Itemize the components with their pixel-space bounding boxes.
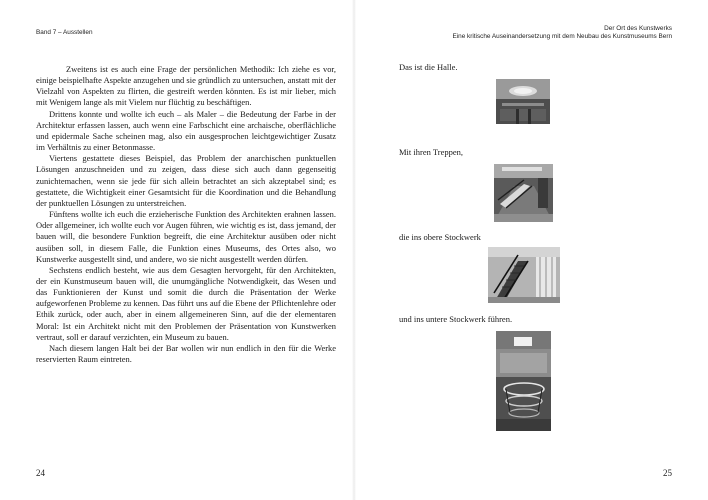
photo-stairs-lower-floor xyxy=(496,331,551,431)
paragraph-second-point: Zweitens ist es auch eine Frage der persönlichen Methodik: Ich ziehe es vor, einige beispielhafte Aspekte anzugehen und sie gründlich zu untersuchen, anstatt mit der Vielzahl von Aspekten zu flirten, die gestreift werden könnten. Es ist mir lieber, mich mit Wenigem lange als mit Vielem nur flüchtig zu beschäftigen. xyxy=(36,64,336,108)
caption-hall: Das ist die Halle. xyxy=(399,62,458,72)
running-head-title: Der Ort des Kunstwerks xyxy=(604,25,672,32)
paragraph-closing: Nach diesem langen Halt bei der Bar wollen wir nun endlich in den für die Werke reservierten Raum eintreten. xyxy=(36,342,336,365)
running-head-subtitle: Eine kritische Auseinandersetzung mit dem Neubau des Kunstmuseums Bern xyxy=(452,33,672,40)
caption-stairs: Mit ihren Treppen, xyxy=(399,147,463,157)
photo-hall-ceiling xyxy=(496,79,550,124)
caption-lower-floor: und ins untere Stockwerk führen. xyxy=(399,314,513,324)
caption-upper-floor: die ins obere Stockwerk xyxy=(399,232,481,242)
paragraph-fourth-point: Viertens gestattete dieses Beispiel, das Problem der anarchischen punktuellen Lösungen anzuschneiden und zu zeigen, dass diese sich auch dann gegenseitig zunichtemachen, wenn sie jede für sich allein betrachtet an sich akzeptabel sind; es gestattete, die Wichtigkeit einer Gesamtsicht für die Koordination und die Behandlung der punktuellen Lösungen zu unterstreichen. xyxy=(36,153,336,208)
paragraph-sixth-point: Sechstens endlich besteht, wie aus dem Gesagten hervorgeht, für den Architekten, der ein Kunstmuseum bauen will, die unumgängliche Notwendigkeit, das Wesen und das Funktionieren der Kunst und somit die durch die Präsentation der Werke aufgeworfenen Probleme zu kennen. Das führt uns auf die Ebene der Pflichtenlehre oder Ethik zurück, oder auch, aber in einem allgemeineren Sinn, auf die der elementaren Moral: Ist ein Architekt nicht mit den Problemen der Präsentation von Kunstwerken vertraut, soll er darauf verzichten, ein Museum zu bauen. xyxy=(36,264,336,342)
running-head-right xyxy=(452,25,672,41)
body-text xyxy=(36,64,336,365)
photo-hall-stairs xyxy=(494,164,553,222)
page-number-left: 24 xyxy=(36,468,45,478)
photo-stairs-upper-floor xyxy=(488,247,560,303)
right-page xyxy=(354,0,708,500)
page-number-right: 25 xyxy=(663,468,672,478)
running-head-left: Band 7 – Ausstellen xyxy=(36,29,93,36)
paragraph-third-point: Drittens konnte und wollte ich euch – als Maler – die Bedeutung der Farbe in der Architektur erfassen lassen, auch wenn eine Farbschicht eine archaische, oberflächliche und epidermale Sache scheinen mag, also ein ausgesprochen leichtgewichtiger Zusatz im Verhältnis zu einer Betonmasse. xyxy=(36,108,336,153)
paragraph-fifth-point: Fünftens wollte ich euch die erzieherische Funktion des Architekten erahnen lassen. Oder allgemeiner, ich wollte euch vor Augen führen, wie wichtig es ist, dass jemand, der bauen will, die besondere Funktion begreift, die eine Architektur ausüben oder nicht ausüben soll, in diesem Falle, die Funktion eines Museums, des Ortes also, wo Kunstwerke ausgestellt sind, und andere, wo sie nicht ausgestellt werden dürfen. xyxy=(36,209,336,264)
